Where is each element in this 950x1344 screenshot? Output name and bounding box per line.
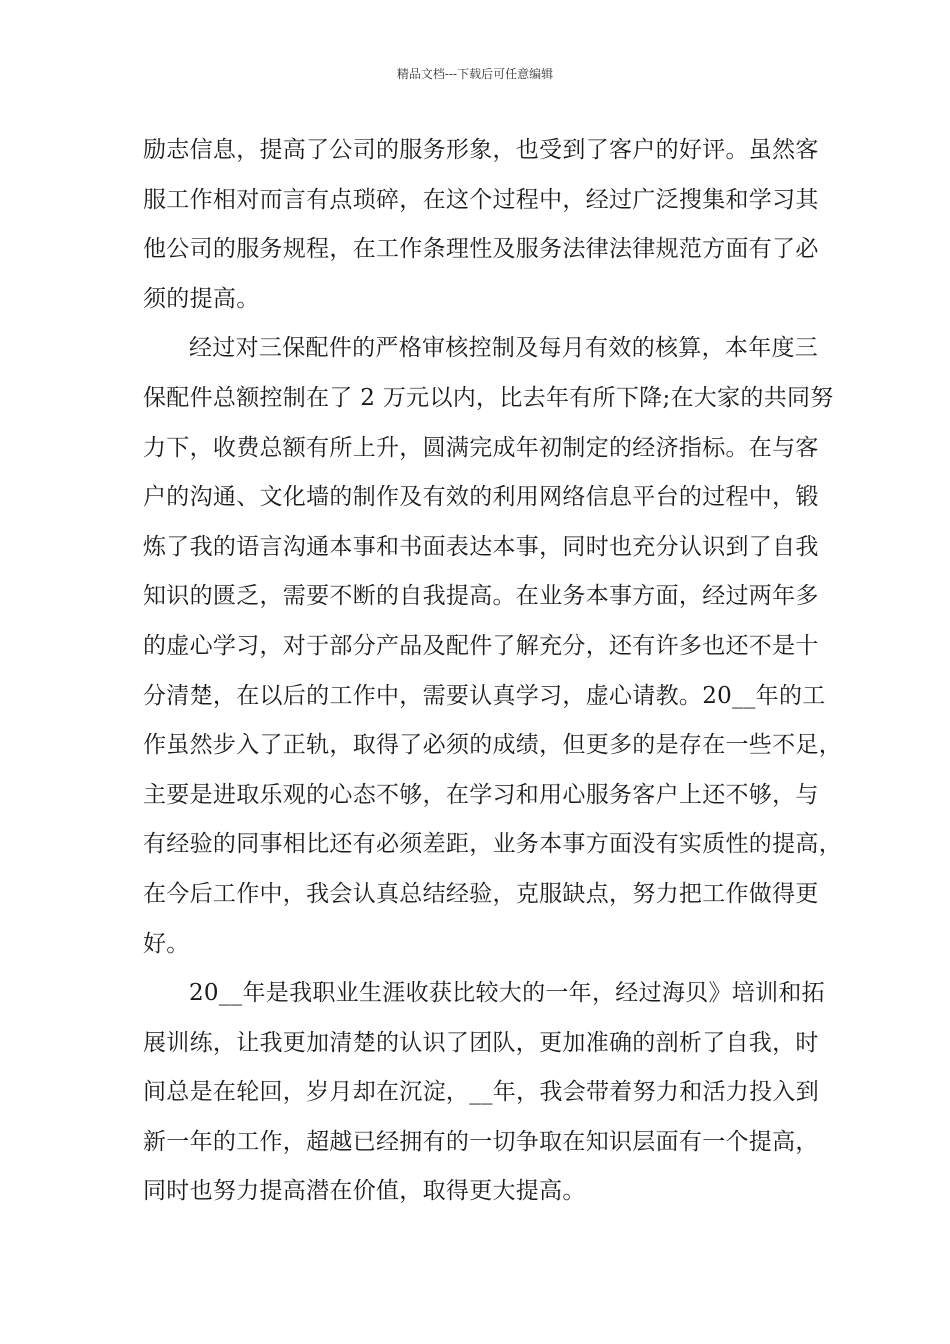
- text-line: 作虽然步入了正轨，取得了必须的成绩，但更多的是存在一些不足，: [143, 732, 842, 759]
- text-line: 知识的匮乏，需要不断的自我提高。在业务本事方面，经过两年多: [143, 583, 819, 610]
- text-line: 经过对三保配件的严格审核控制及每月有效的核算，本年度三: [189, 335, 819, 362]
- paragraph: [143, 969, 823, 1217]
- text-line: 力下，收费总额有所上升，圆满完成年初制定的经济指标。在与客: [143, 434, 819, 461]
- text-line: 同时也努力提高潜在价值，取得更大提高。: [143, 1178, 586, 1205]
- page-header: 精品文档---下载后可任意编辑: [396, 67, 554, 81]
- document-body: [143, 126, 842, 1217]
- text-line: 分清楚，在以后的工作中，需要认真学习，虚心请教。20__年的工: [143, 682, 826, 709]
- paragraph: [143, 324, 842, 969]
- text-line: 在今后工作中，我会认真总结经验，克服缺点，努力把工作做得更: [143, 880, 819, 907]
- text-line: 保配件总额控制在了 2 万元以内，比去年有所下降;在大家的共同努: [143, 384, 834, 411]
- text-line: 须的提高。: [143, 285, 260, 312]
- text-line: 主要是进取乐观的心态不够，在学习和用心服务客户上还不够，与: [143, 781, 819, 808]
- text-line: 他公司的服务规程，在工作条理性及服务法律法律规范方面有了必: [143, 236, 819, 263]
- text-line: 好。: [143, 930, 190, 957]
- text-line: 20__年是我职业生涯收获比较大的一年，经过海贝》培训和拓: [189, 980, 825, 1007]
- text-line: 户的沟通、文化墙的制作及有效的利用网络信息平台的过程中，锻: [143, 484, 819, 511]
- text-line: 的虚心学习，对于部分产品及配件了解充分，还有许多也还不是十: [143, 632, 819, 659]
- text-line: 励志信息，提高了公司的服务形象，也受到了客户的好评。虽然客: [143, 137, 819, 163]
- text-line: 展训练，让我更加清楚的认识了团队，更加准确的剖析了自我，时: [143, 1029, 819, 1056]
- text-line: 间总是在轮回，岁月却在沉淀，__年，我会带着努力和活力投入到: [143, 1079, 819, 1106]
- text-line: 炼了我的语言沟通本事和书面表达本事，同时也充分认识到了自我: [143, 533, 819, 560]
- text-line: 有经验的同事相比还有必须差距，业务本事方面没有实质性的提高，: [143, 831, 842, 858]
- text-line: 服工作相对而言有点琐碎，在这个过程中，经过广泛搜集和学习其: [143, 186, 819, 213]
- text-line: 新一年的工作，超越已经拥有的一切争取在知识层面有一个提高，: [143, 1128, 819, 1155]
- paragraph: [143, 126, 823, 324]
